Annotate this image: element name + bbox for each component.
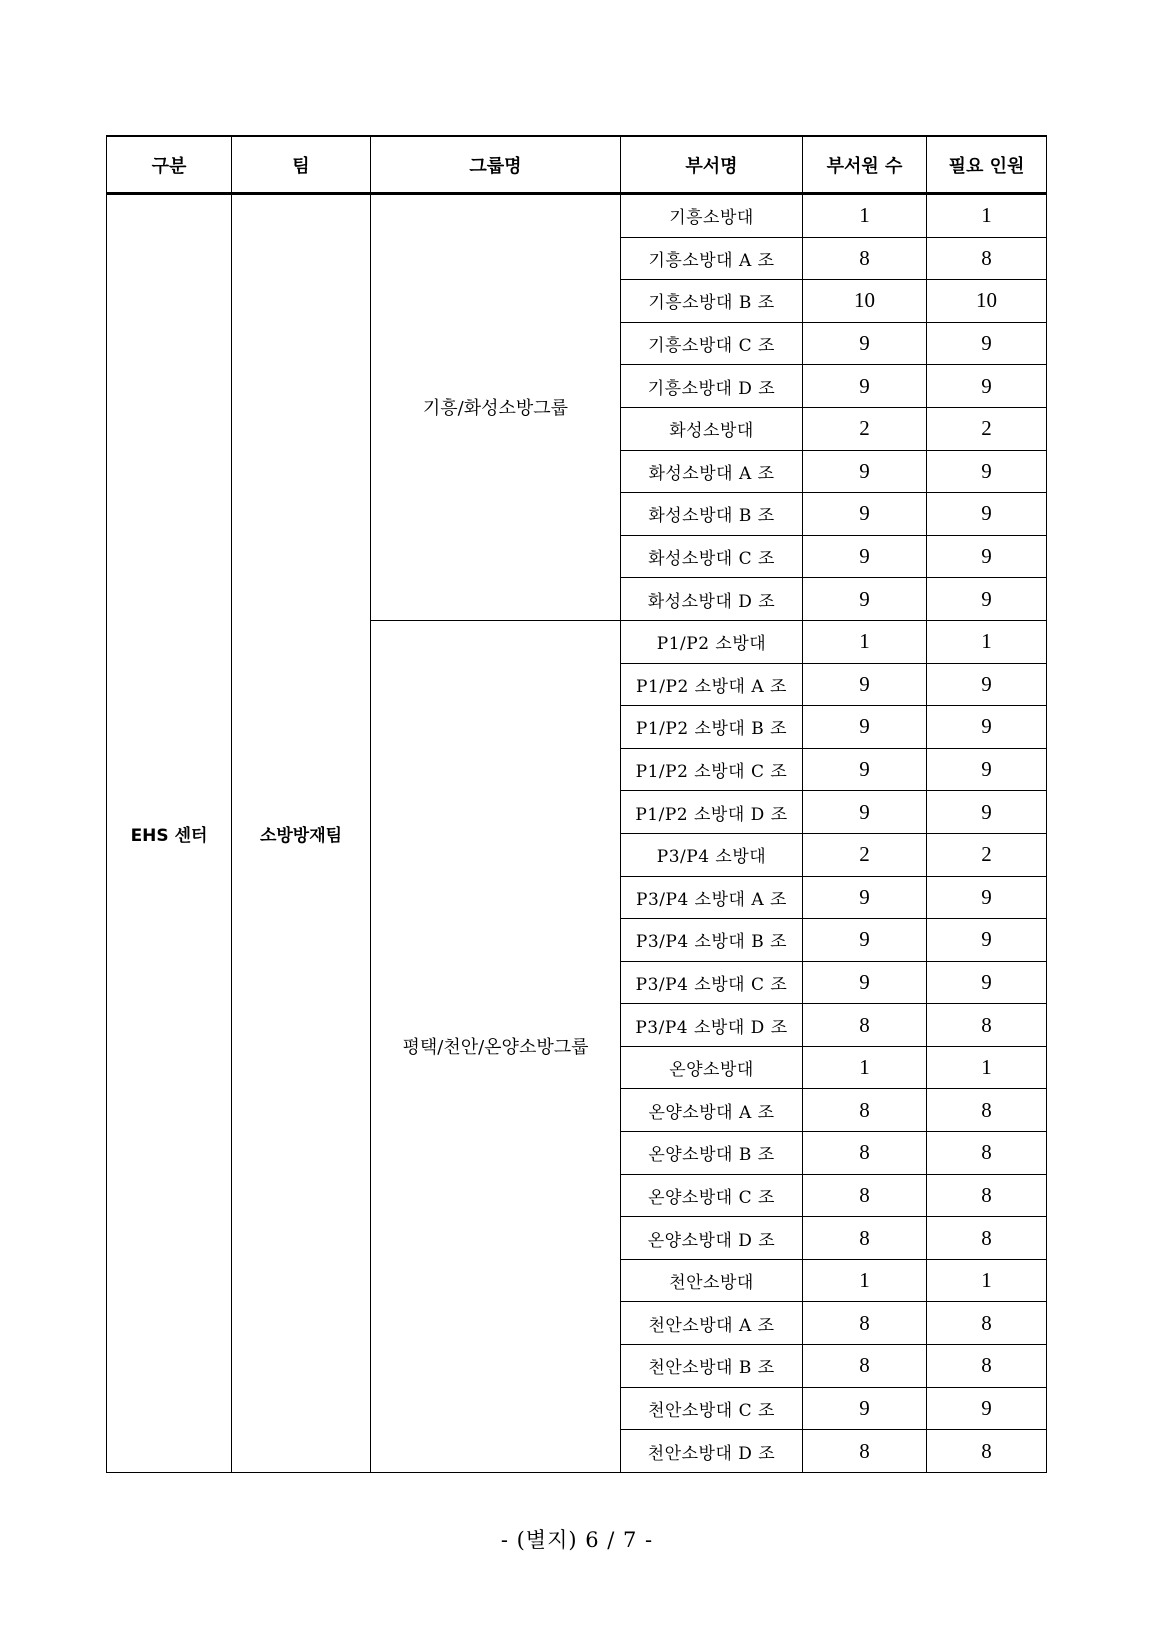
member-count-cell: 9 <box>803 578 927 621</box>
department-name-cell: 기흥소방대 <box>621 194 803 238</box>
department-name-cell: 화성소방대 C 조 <box>621 535 803 578</box>
member-count-cell: 8 <box>803 1089 927 1132</box>
member-count-cell: 8 <box>803 1174 927 1217</box>
department-name-cell: 화성소방대 <box>621 407 803 450</box>
department-name-cell: 기흥소방대 B 조 <box>621 280 803 323</box>
header-division: 구분 <box>107 136 232 194</box>
member-count-cell: 8 <box>803 1302 927 1345</box>
required-staff-cell: 8 <box>927 1089 1047 1132</box>
member-count-cell: 8 <box>803 1132 927 1175</box>
required-staff-cell: 8 <box>927 1004 1047 1047</box>
department-name-cell: P1/P2 소방대 D 조 <box>621 791 803 834</box>
member-count-cell: 9 <box>803 535 927 578</box>
member-count-cell: 1 <box>803 1046 927 1089</box>
department-name-cell: 기흥소방대 A 조 <box>621 237 803 280</box>
required-staff-cell: 8 <box>927 1430 1047 1473</box>
member-count-cell: 10 <box>803 280 927 323</box>
header-department-name: 부서명 <box>621 136 803 194</box>
required-staff-cell: 2 <box>927 407 1047 450</box>
required-staff-cell: 9 <box>927 578 1047 621</box>
required-staff-cell: 9 <box>927 450 1047 493</box>
required-staff-cell: 9 <box>927 493 1047 536</box>
required-staff-cell: 8 <box>927 1174 1047 1217</box>
member-count-cell: 8 <box>803 1345 927 1388</box>
member-count-cell: 9 <box>803 748 927 791</box>
header-row <box>107 136 1047 194</box>
required-staff-cell: 9 <box>927 876 1047 919</box>
staffing-table <box>106 135 1047 1473</box>
table-body <box>107 194 1047 1473</box>
required-staff-cell: 2 <box>927 833 1047 876</box>
required-staff-cell: 8 <box>927 1217 1047 1260</box>
member-count-cell: 1 <box>803 194 927 238</box>
group-name-cell: 평택/천안/온양소방그룹 <box>371 620 621 1472</box>
department-name-cell: 화성소방대 D 조 <box>621 578 803 621</box>
department-name-cell: P1/P2 소방대 <box>621 620 803 663</box>
department-name-cell: P1/P2 소방대 B 조 <box>621 706 803 749</box>
department-name-cell: 천안소방대 C 조 <box>621 1387 803 1430</box>
member-count-cell: 8 <box>803 237 927 280</box>
required-staff-cell: 1 <box>927 620 1047 663</box>
department-name-cell: P3/P4 소방대 A 조 <box>621 876 803 919</box>
department-name-cell: P3/P4 소방대 <box>621 833 803 876</box>
department-name-cell: 온양소방대 <box>621 1046 803 1089</box>
department-name-cell: 천안소방대 A 조 <box>621 1302 803 1345</box>
department-name-cell: 천안소방대 B 조 <box>621 1345 803 1388</box>
department-name-cell: P3/P4 소방대 D 조 <box>621 1004 803 1047</box>
member-count-cell: 9 <box>803 961 927 1004</box>
required-staff-cell: 8 <box>927 1302 1047 1345</box>
group-name-cell: 기흥/화성소방그룹 <box>371 194 621 621</box>
required-staff-cell: 9 <box>927 748 1047 791</box>
department-name-cell: P3/P4 소방대 B 조 <box>621 919 803 962</box>
header-required-staff: 필요 인원 <box>927 136 1047 194</box>
department-name-cell: 화성소방대 A 조 <box>621 450 803 493</box>
required-staff-cell: 8 <box>927 1132 1047 1175</box>
required-staff-cell: 9 <box>927 706 1047 749</box>
header-group-name: 그룹명 <box>371 136 621 194</box>
required-staff-cell: 9 <box>927 1387 1047 1430</box>
department-name-cell: 온양소방대 A 조 <box>621 1089 803 1132</box>
required-staff-cell: 9 <box>927 961 1047 1004</box>
member-count-cell: 8 <box>803 1430 927 1473</box>
department-name-cell: 화성소방대 B 조 <box>621 493 803 536</box>
required-staff-cell: 10 <box>927 280 1047 323</box>
member-count-cell: 9 <box>803 791 927 834</box>
department-name-cell: 천안소방대 D 조 <box>621 1430 803 1473</box>
required-staff-cell: 9 <box>927 663 1047 706</box>
header-member-count: 부서원 수 <box>803 136 927 194</box>
division-cell: EHS 센터 <box>107 194 232 1473</box>
department-name-cell: 온양소방대 B 조 <box>621 1132 803 1175</box>
department-name-cell: 온양소방대 C 조 <box>621 1174 803 1217</box>
member-count-cell: 2 <box>803 407 927 450</box>
member-count-cell: 9 <box>803 322 927 365</box>
member-count-cell: 1 <box>803 620 927 663</box>
required-staff-cell: 9 <box>927 919 1047 962</box>
required-staff-cell: 9 <box>927 365 1047 408</box>
required-staff-cell: 8 <box>927 1345 1047 1388</box>
member-count-cell: 2 <box>803 833 927 876</box>
member-count-cell: 9 <box>803 919 927 962</box>
required-staff-cell: 1 <box>927 194 1047 238</box>
required-staff-cell: 8 <box>927 237 1047 280</box>
member-count-cell: 1 <box>803 1259 927 1302</box>
table-row <box>107 194 1047 238</box>
required-staff-cell: 9 <box>927 791 1047 834</box>
team-cell: 소방방재팀 <box>232 194 371 1473</box>
required-staff-cell: 9 <box>927 535 1047 578</box>
department-name-cell: 천안소방대 <box>621 1259 803 1302</box>
department-name-cell: 기흥소방대 D 조 <box>621 365 803 408</box>
required-staff-cell: 1 <box>927 1259 1047 1302</box>
member-count-cell: 9 <box>803 663 927 706</box>
member-count-cell: 9 <box>803 706 927 749</box>
member-count-cell: 9 <box>803 450 927 493</box>
department-name-cell: P3/P4 소방대 C 조 <box>621 961 803 1004</box>
table-header <box>107 136 1047 194</box>
member-count-cell: 9 <box>803 876 927 919</box>
member-count-cell: 8 <box>803 1217 927 1260</box>
required-staff-cell: 1 <box>927 1046 1047 1089</box>
member-count-cell: 9 <box>803 493 927 536</box>
required-staff-cell: 9 <box>927 322 1047 365</box>
page-footer: - (별지) 6 / 7 - <box>500 1528 654 1552</box>
member-count-cell: 9 <box>803 365 927 408</box>
member-count-cell: 8 <box>803 1004 927 1047</box>
header-team: 팀 <box>232 136 371 194</box>
department-name-cell: P1/P2 소방대 A 조 <box>621 663 803 706</box>
department-name-cell: 기흥소방대 C 조 <box>621 322 803 365</box>
member-count-cell: 9 <box>803 1387 927 1430</box>
department-name-cell: P1/P2 소방대 C 조 <box>621 748 803 791</box>
department-name-cell: 온양소방대 D 조 <box>621 1217 803 1260</box>
